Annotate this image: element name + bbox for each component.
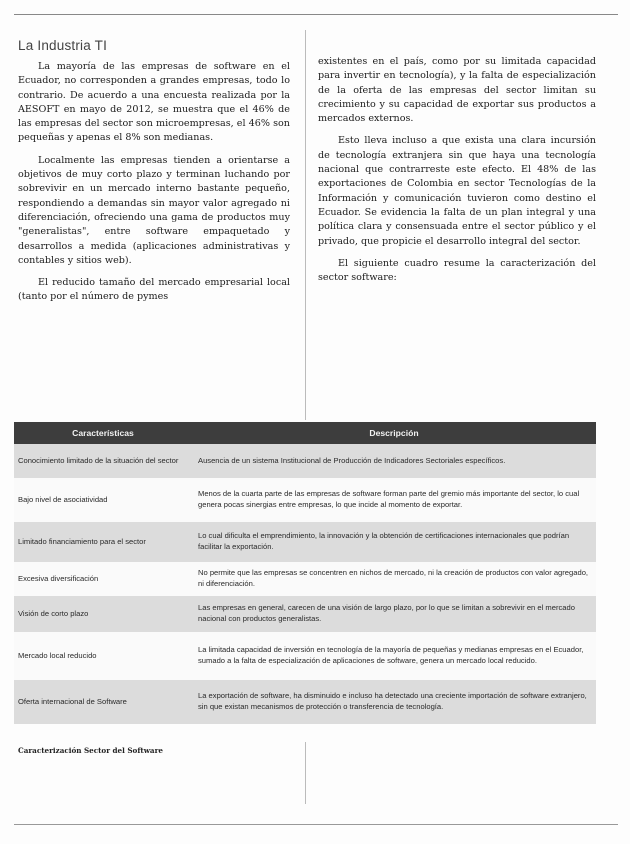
paragraph: El siguiente cuadro resume la caracterización del sector software: (318, 257, 596, 284)
description-cell: La limitada capacidad de inversión en tecnología de la mayoría de pequeñas y medianas empresas en el Ecuador, sumado a la falta de especialización de aplicaciones de software, genera un mercado local reducido. (192, 632, 596, 680)
table-caption: Caracterización Sector del Software (18, 746, 163, 755)
description-cell: Ausencia de un sistema Institucional de Producción de Indicadores Sectoriales específicos. (192, 444, 596, 478)
column-header: Características (14, 422, 192, 444)
table-row (14, 680, 596, 724)
paragraph: El reducido tamaño del mercado empresarial local (tanto por el número de pymes (18, 277, 290, 303)
column-divider-bottom (305, 742, 306, 804)
paragraph: Localmente las empresas tienden a orientarse a objetivos de muy corto plazo y terminan luchando por sobrevivir en un mercado interno bastante pequeño, respondiendo a demandas sin mayor valor agregado ni diferenciación, ofreciendo una gama de productos muy "generalistas", entre software empaquetado y desarrollos a medida (aplicaciones administrativas y contables y sitios web). (18, 154, 290, 266)
table-row (14, 632, 596, 680)
column-divider (305, 30, 306, 420)
right-column (318, 55, 596, 293)
table-row (14, 596, 596, 632)
characteristic-cell: Limitado financiamiento para el sector (14, 522, 192, 562)
column-header: Descripción (192, 422, 596, 444)
paragraph: existentes en el país, como por su limitada capacidad para invertir en tecnología), y la falta de especialización de la oferta de las empresas del sector limitan su crecimiento y su capacidad de exportar sus productos a mercados externos. (318, 56, 596, 125)
table-row (14, 562, 596, 596)
characteristic-cell: Bajo nivel de asociatividad (14, 478, 192, 522)
characteristic-cell: Conocimiento limitado de la situación del sector (14, 444, 192, 478)
characteristic-cell: Visión de corto plazo (14, 596, 192, 632)
top-rule (14, 14, 618, 15)
table-row (14, 522, 596, 562)
bottom-rule (14, 824, 618, 825)
table-row (14, 444, 596, 478)
characteristic-cell: Oferta internacional de Software (14, 680, 192, 724)
paragraph: La mayoría de las empresas de software en el Ecuador, no corresponden a grandes empresas, todo lo contrario. De acuerdo a una encuesta realizada por la AESOFT en mayo de 2012, se muestra que el 46% de las empresas del sector son microempresas, el 46% son pequeñas y apenas el 8% son medianas. (18, 61, 290, 144)
paragraph: Esto lleva incluso a que exista una clara incursión de tecnología extranjera sin que haya una tecnología nacional que contrarreste este efecto. El 48% de las exportaciones de Colombia en sector Tecnologías de la Información y comunicación tuvieron como destino el Ecuador. Se evidencia la falta de un plan integral y una política clara y consensuada entre el sector público y el privado, que propicie el desarrollo integral del sector. (318, 135, 596, 247)
characterization-table (14, 422, 596, 724)
table-header-row (14, 422, 596, 444)
description-cell: Las empresas en general, carecen de una visión de largo plazo, por lo que se limitan a sobrevivir en el mercado nacional con productos generalistas. (192, 596, 596, 632)
description-cell: Menos de la cuarta parte de las empresas de software forman parte del gremio más importante del sector, lo cual genera pocas sinergias entre empresas, lo que incide al momento de exportar. (192, 478, 596, 522)
description-cell: La exportación de software, ha disminuido e incluso ha detectado una creciente importación de software extranjero, sin que existan mecanismos de protección o transferencia de tecnología. (192, 680, 596, 724)
table-row (14, 478, 596, 522)
section-title: La Industria TI (18, 38, 108, 53)
characteristic-cell: Mercado local reducido (14, 632, 192, 680)
left-column (18, 60, 290, 313)
characteristic-cell: Excesiva diversificación (14, 562, 192, 596)
description-cell: No permite que las empresas se concentren en nichos de mercado, ni la creación de productos con valor agregado, ni diferenciación. (192, 562, 596, 596)
description-cell: Lo cual dificulta el emprendimiento, la innovación y la obtención de certificaciones internacionales que podrían facilitar la exportación. (192, 522, 596, 562)
